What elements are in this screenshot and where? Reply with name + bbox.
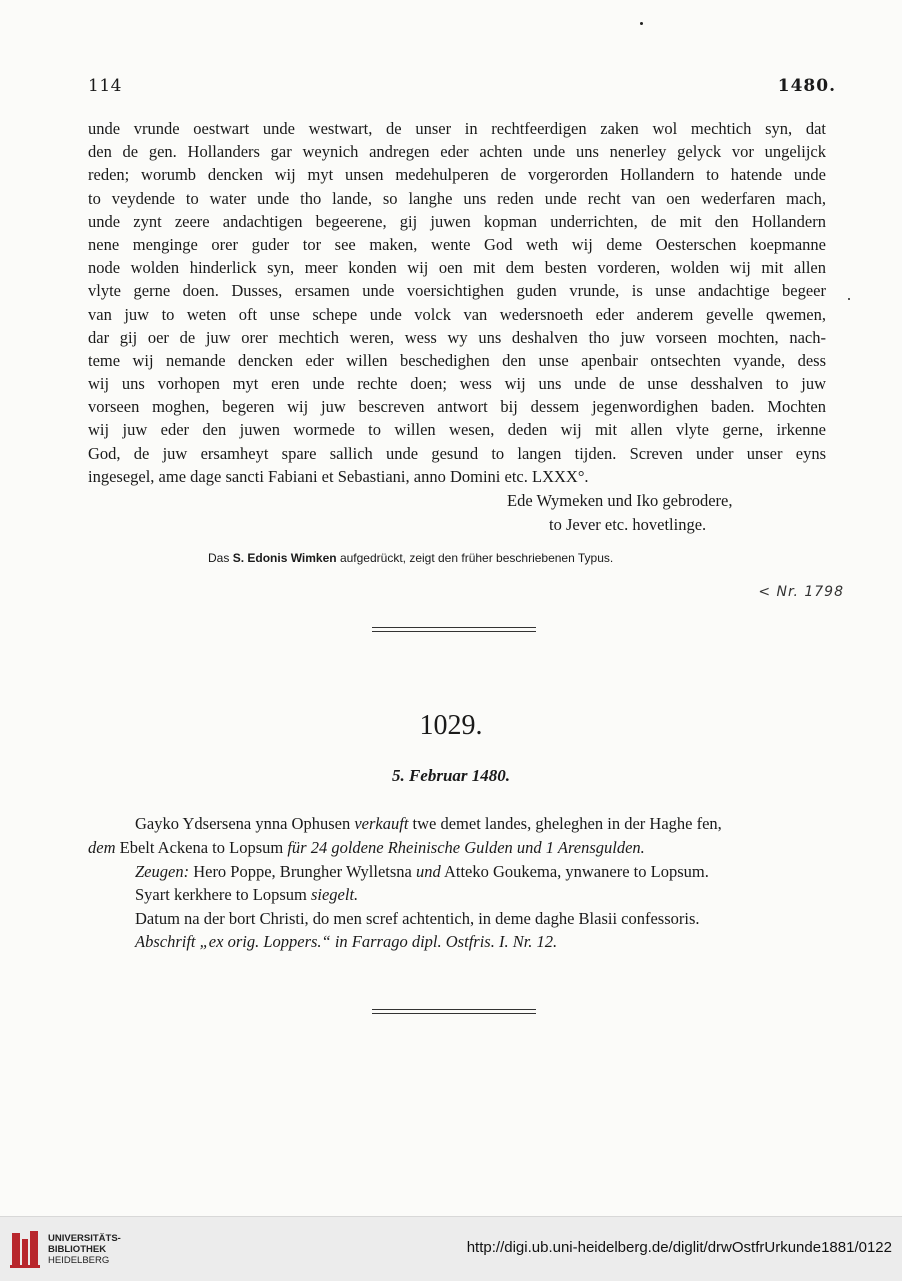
letter-line: unde zynt zeere andachtigen begeerene, gij juwen kopman underrichten, de mit den Hollandern [88,211,826,231]
divider [372,627,536,628]
seal-note [208,551,613,565]
document-date: 5. Februar 1480. [391,766,511,785]
regest-text: Atteko Goukema, ynwanere to Lopsum. [440,862,709,881]
seal-note-name: S. Edonis Wimken [232,551,337,565]
letter-line: wij uns vorhopen myt eren unde rechte doen; wess wij uns unde de unse desshalven to juw [88,374,826,394]
letter-line: vorseen moghen, begeren wij juw bescreven antwort bij dessem jegenwordighen baden. Mochten [88,397,826,417]
scan-speck [640,22,643,25]
regest-italic: verkauft [354,814,409,833]
divider [372,1013,536,1014]
regest-italic: Zeugen: [135,862,190,881]
regest-line [135,814,722,834]
regest-text: Ebelt Ackena to Lopsum [115,838,288,857]
regest-italic: und [416,862,441,881]
university-library-logo-icon[interactable] [10,1229,40,1269]
scan-speck [848,298,850,300]
letter-text [88,117,826,488]
library-name-line: BIBLIOTHEK [48,1244,107,1255]
source-line: Abschrift „ex orig. Loppers.“ in Farrago dipl. Ostfris. I. Nr. 12. [135,932,558,951]
letter-line: to veydende to water unde tho lande, so langhe uns reden unde recht van oen wederfaren mach, [88,188,826,208]
regest-italic: dem [88,838,116,857]
signature-line: Ede Wymeken und Iko gebrodere, [507,491,733,510]
letter-line: den de gen. Hollanders gar weynich andregen eder achten unde uns nenerley gelyck vor ungelijck [88,142,826,162]
page-year: 1480. [777,76,836,96]
viewer-footer [0,1216,902,1281]
regest-line [88,838,645,858]
page-number: 114 [88,76,122,96]
seal-line [135,885,358,905]
divider [372,631,536,632]
regest-text: twe demet landes, gheleghen in der Haghe fen, [408,814,722,833]
letter-line: reden; worumb dencken wij myt unsen medehulperen de vorgerorden Hollandern to hatende unde [88,165,826,185]
letter-line: nene menginge orer guder tor see maken, wente God weth wij deme Oesterschen koepmanne [88,234,826,254]
regest-text: Gayko Ydsersena ynna Ophusen [135,814,355,833]
divider [372,1009,536,1010]
permalink-url[interactable]: http://digi.ub.uni-heidelberg.de/diglit/drwOstfrUrkunde1881/0122 [466,1239,892,1256]
library-name[interactable] [48,1233,121,1266]
document-number: 1029. [419,710,483,741]
letter-line: van juw to weten oft unse schepe unde volck van wedersnoeth eder anderem gevelle qwemen, [88,304,826,324]
letter-line: wij juw eder den juwen wormede to willen wesen, deden wij mit allen vlyte gerne, irkenne [88,420,826,440]
letter-line: God, de juw ersamheyt spare sallich unde gesund to langen tijden. Screven under unser eyns [88,443,826,463]
letter-line: ingesegel, ame dage sancti Fabiani et Sebastiani, anno Domini etc. LXXX°. [88,466,589,486]
library-name-line: HEIDELBERG [48,1255,110,1266]
dating-line: Datum na der bort Christi, do men scref achtentich, in deme daghe Blasii confessoris. [135,909,700,928]
regest-italic: für 24 goldene Rheinische Gulden und 1 Arensgulden. [287,838,645,857]
letter-line: node wolden hinderlick syn, meer konden wij oen mit dem besten vorderen, wolden wij mit allen [88,258,826,278]
seal-note-suffix: aufgedrückt, zeigt den früher beschriebenen Typus. [339,551,614,565]
regest-italic: siegelt. [310,885,359,904]
letter-line: vlyte gerne doen. Dusses, ersamen unde voersichtighen guden vrunde, is unse andachtige begeer [88,281,826,301]
seal-note-prefix: Das [208,551,230,565]
witnesses-line [135,862,709,882]
letter-line: unde vrunde oestwart unde westwart, de unser in rechtfeerdigen zaken wol mechtich syn, dat [88,119,826,138]
regest-text: Syart kerkhere to Lopsum [135,885,311,904]
signature-line: to Jever etc. hovetlinge. [549,515,707,534]
handwritten-margin-note: < Nr. 1798 [758,584,844,600]
library-name-line: UNIVERSITÄTS- [48,1233,121,1244]
letter-line: dar gij oer de juw orer mechtich weren, wess wy uns deshalven tho juw vorseen mochten, nach- [88,327,826,347]
regest-text: Hero Poppe, Brungher Wylletsna [189,862,416,881]
letter-line: teme wij nemande dencken eder willen beschedighen den unse apenbair ontsechten vyande, dess [88,350,826,370]
